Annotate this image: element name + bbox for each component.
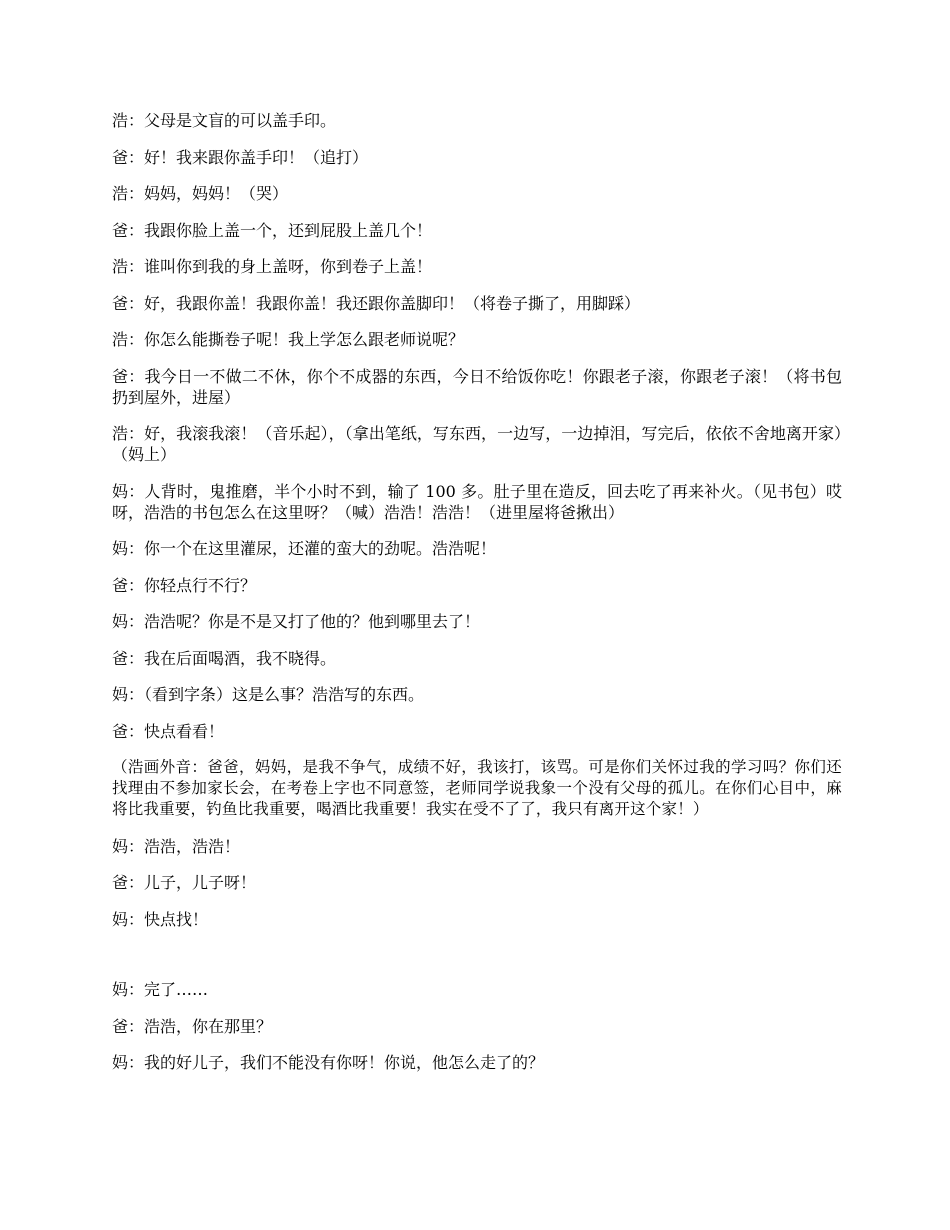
- blank-space: [112, 945, 842, 979]
- dialogue-line: 爸：浩浩，你在那里？: [112, 1016, 273, 1036]
- dialogue-line: 爸：快点看看！: [112, 721, 225, 741]
- dialogue-line: 浩：父母是文盲的可以盖手印。: [112, 111, 337, 130]
- dialogue-line: 浩：妈妈，妈妈！（哭）: [112, 184, 289, 203]
- dialogue-line: 爸：我今日一不做二不休，你个不成器的东西，今日不给饭你吃！你跟老子滚，你跟老子滚！（将书包扔到屋外，进屋）: [112, 366, 842, 407]
- dialogue-line: 妈：浩浩，浩浩！: [112, 836, 241, 856]
- voiceover-narration: （浩画外音：爸爸，妈妈，是我不争气，成绩不好，我该打，该骂。可是你们关怀过我的学习吗？你们还找理由不参加家长会，在考卷上字也不同意签，老师同学说我象一个没有父母的孤儿。在你们心目中，麻将比我重要，钓鱼比我重要，喝酒比我重要！我实在受不了了，我只有离开这个家！）: [112, 758, 842, 818]
- dialogue-line: 妈：人背时，鬼推磨，半个小时不到，输了 100 多。肚子里在造反，回去吃了再来补火。（见书包）哎呀，浩浩的书包怎么在这里呀？（喊）浩浩！浩浩！（进里屋将爸揪出）: [112, 481, 842, 522]
- dialogue-line: 爸：好！我来跟你盖手印！（追打）: [112, 147, 369, 167]
- dialogue-line: 妈：快点找！: [112, 909, 209, 929]
- dialogue-line: 浩：你怎么能撕卷子呢！我上学怎么跟老师说呢？: [112, 330, 465, 349]
- dialogue-line: 爸：我跟你脸上盖一个，还到屁股上盖几个！: [112, 220, 433, 240]
- dialogue-line: 爸：儿子，儿子呀！: [112, 873, 257, 892]
- dialogue-line: 浩：谁叫你到我的身上盖呀，你到卷子上盖！: [112, 257, 433, 276]
- dialogue-line: 妈：完了……: [112, 980, 209, 999]
- dialogue-line: 妈：（看到字条）这是么事？浩浩写的东西。: [112, 685, 425, 704]
- dialogue-line: 爸：你轻点行不行？: [112, 575, 257, 595]
- dialogue-line: 妈：我的好儿子，我们不能没有你呀！你说，他怎么走了的？: [112, 1053, 545, 1072]
- dialogue-line: 浩：好，我滚我滚！（音乐起），（拿出笔纸，写东西，一边写，一边掉泪，写完后，依依不舍地离开家）（妈上）: [112, 424, 842, 464]
- dialogue-line: 爸：我在后面喝酒，我不晓得。: [112, 648, 337, 668]
- dialogue-line: 妈：浩浩呢？你是不是又打了他的？他到哪里去了！: [112, 612, 481, 631]
- document-page: [112, 110, 842, 1089]
- dialogue-line: 爸：好，我跟你盖！我跟你盖！我还跟你盖脚印！（将卷子撕了，用脚踩）: [112, 293, 641, 313]
- dialogue-line: 妈：你一个在这里灌尿，还灌的蛮大的劲呢。浩浩呢！: [112, 539, 497, 558]
